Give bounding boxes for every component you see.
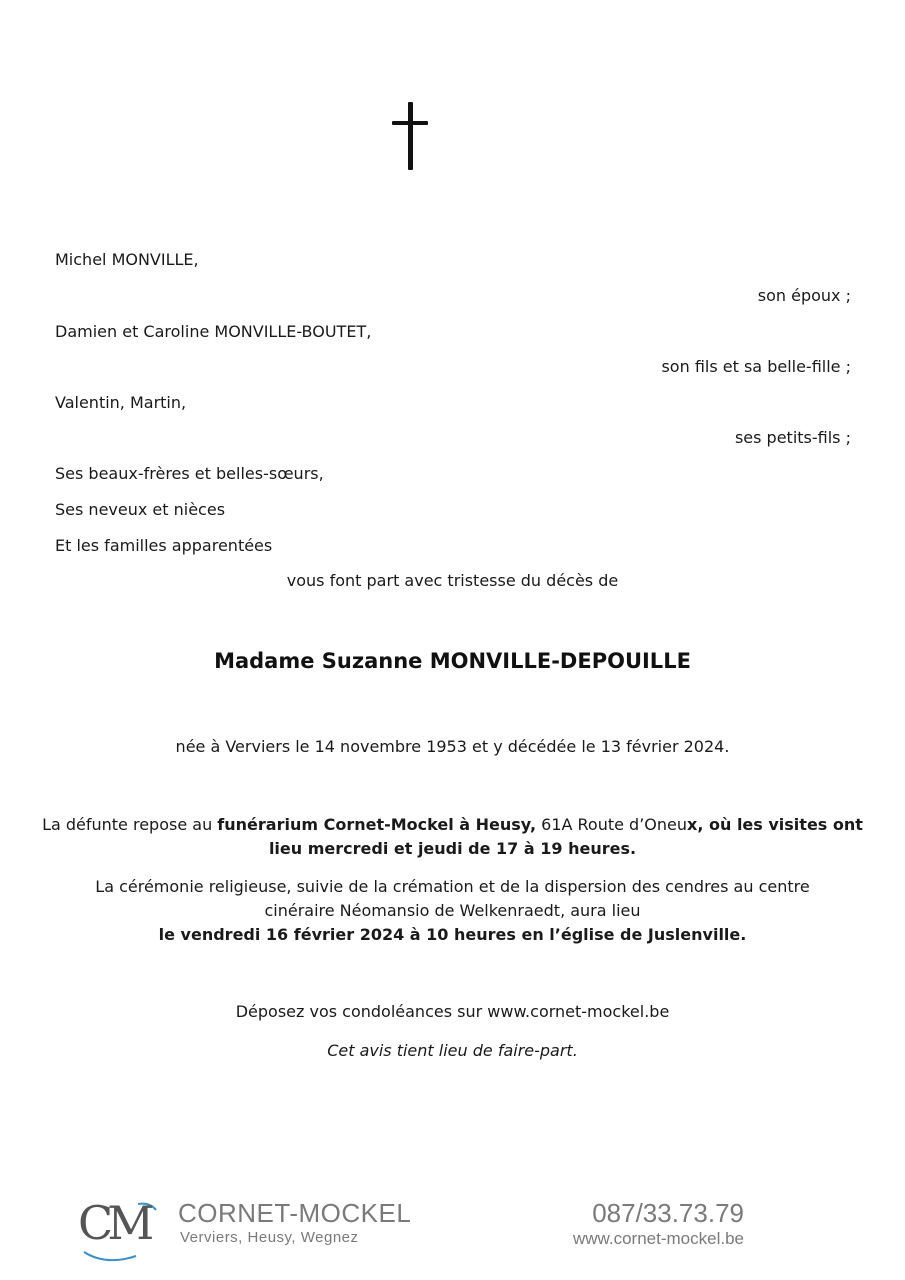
- rest-address: 61A Route d’Oneu: [536, 815, 688, 834]
- visits-text-2: lieu mercredi et jeudi de 17 à 19 heures.: [268, 839, 637, 858]
- family-name-2: Damien et Caroline MONVILLE-BOUTET,: [55, 322, 372, 341]
- rest-text-1: La défunte repose au: [42, 815, 218, 834]
- family-relation-3: ses petits-fils ;: [734, 428, 851, 447]
- notice-text: Cet avis tient lieu de faire-part.: [327, 1041, 578, 1060]
- ceremony-date: le vendredi 16 février 2024 à 10 heures en l’église de Juslenville.: [158, 925, 747, 944]
- funerarium-name: funérarium Cornet-Mockel à Heusy,: [217, 815, 537, 834]
- others-line-3: Et les familles apparentées: [55, 536, 273, 555]
- family-name-3: Valentin, Martin,: [55, 393, 187, 412]
- brand-towns: Verviers, Heusy, Wegnez: [180, 1229, 359, 1246]
- family-relation-2: son fils et sa belle-fille ;: [661, 357, 851, 376]
- logo-text: CM: [78, 1196, 149, 1250]
- ceremony-line-1: La cérémonie religieuse, suivie de la crémation et de la dispersion des cendres au centre: [95, 877, 810, 896]
- ceremony-line-2: cinéraire Néomansio de Welkenraedt, aura lieu: [264, 901, 641, 920]
- condolences-text: Déposez vos condoléances sur www.cornet-mockel.be: [235, 1002, 670, 1021]
- cm-logo: [76, 1196, 160, 1266]
- cross-icon: [392, 102, 428, 170]
- family-relation-1: son époux ;: [757, 286, 851, 305]
- others-line-1: Ses beaux-frères et belles-sœurs,: [55, 464, 324, 483]
- ceremony-paragraph: [40, 875, 865, 947]
- brand-name: CORNET-MOCKEL: [178, 1198, 412, 1228]
- deceased-name: Madame Suzanne MONVILLE-DEPOUILLE: [214, 649, 691, 673]
- birth-death-text: née à Verviers le 14 novembre 1953 et y décédée le 13 février 2024.: [175, 737, 730, 756]
- visits-text-1: x, où les visites ont: [687, 815, 863, 834]
- website-link[interactable]: www.cornet-mockel.be: [572, 1229, 744, 1248]
- announcement-text: vous font part avec tristesse du décès de: [286, 571, 619, 590]
- others-line-2: Ses neveux et nièces: [55, 500, 226, 519]
- phone-number: 087/33.73.79: [592, 1198, 744, 1228]
- family-name-1: Michel MONVILLE,: [55, 250, 199, 269]
- rest-paragraph: [40, 813, 865, 861]
